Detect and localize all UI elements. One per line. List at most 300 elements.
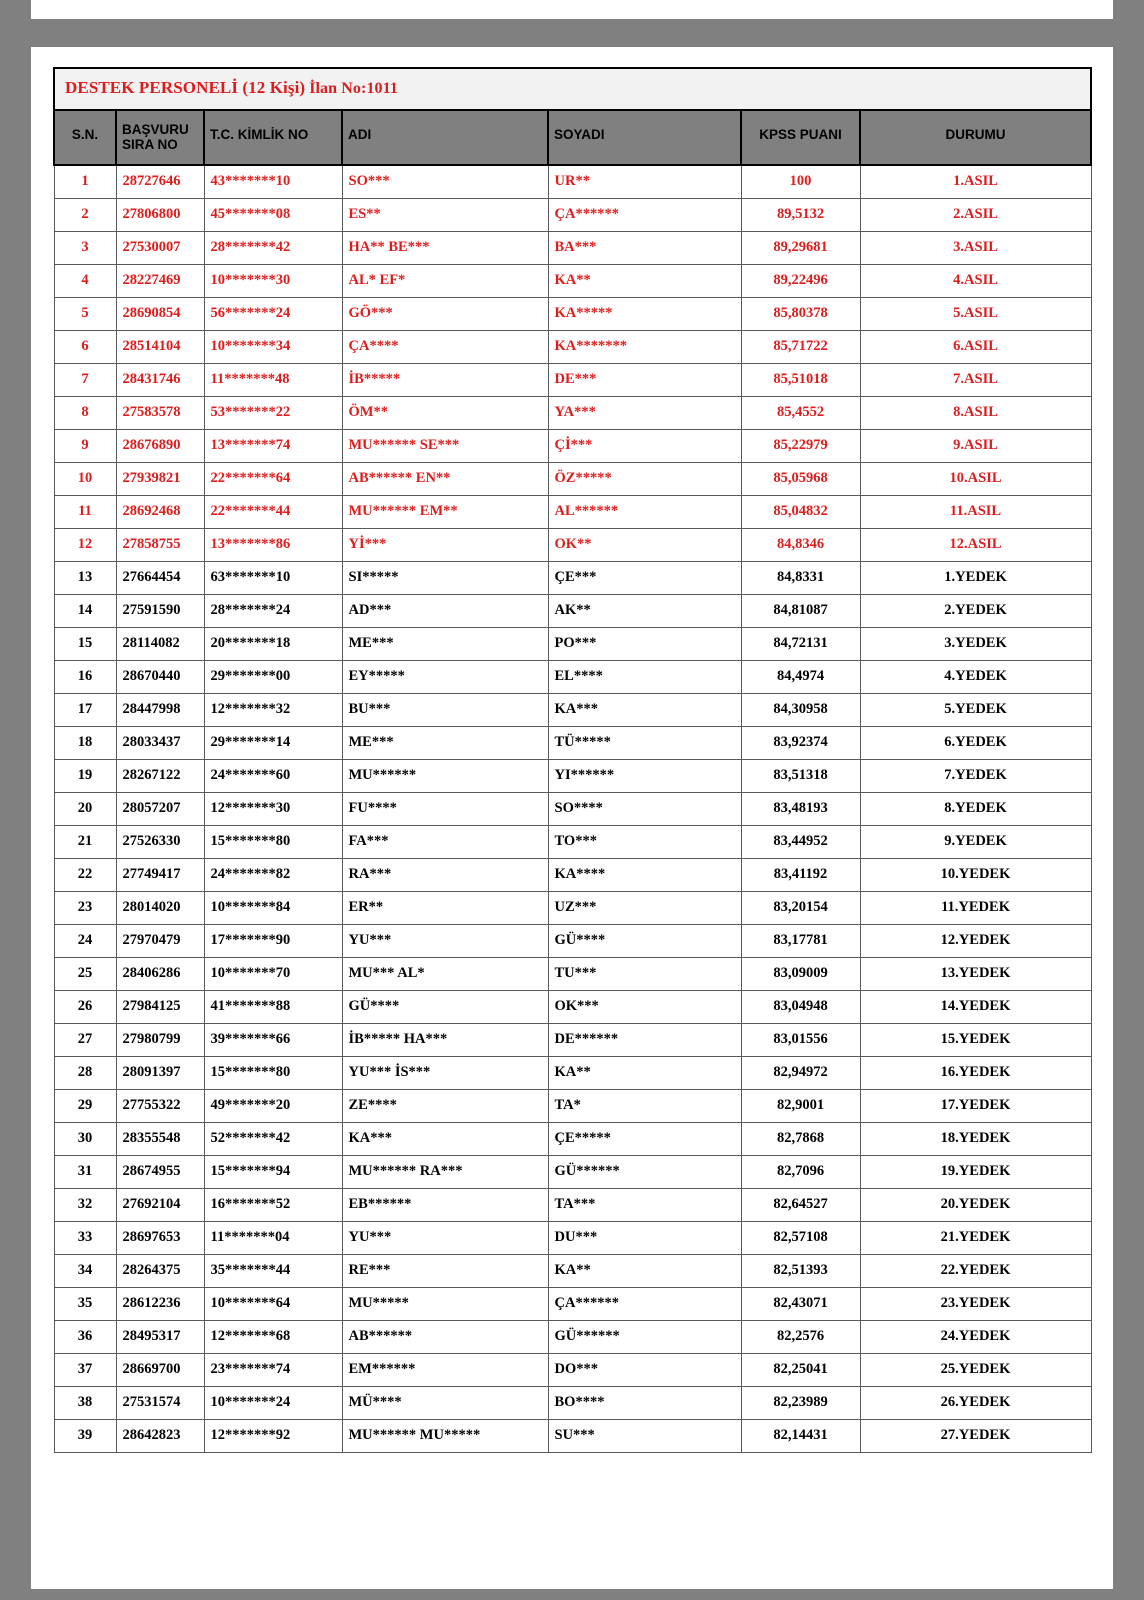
cell-basvuru: 27692104 [116,1188,204,1221]
cell-adi: MU***** [342,1287,548,1320]
cell-adi: ME*** [342,726,548,759]
cell-durumu: 7.YEDEK [860,759,1091,792]
cell-adi: MU****** [342,759,548,792]
cell-kpss: 84,8346 [741,528,860,561]
cell-kpss: 89,5132 [741,198,860,231]
cell-basvuru: 28674955 [116,1155,204,1188]
cell-adi: ME*** [342,627,548,660]
cell-adi: FU**** [342,792,548,825]
table-row [54,495,1091,528]
cell-adi: MÜ**** [342,1386,548,1419]
cell-durumu: 11.YEDEK [860,891,1091,924]
cell-soyadi: Çİ*** [548,429,741,462]
cell-adi: ES** [342,198,548,231]
cell-tc: 11*******48 [204,363,342,396]
cell-adi: ÖM** [342,396,548,429]
cell-adi: MU****** SE*** [342,429,548,462]
cell-soyadi: TÜ***** [548,726,741,759]
cell-kpss: 89,22496 [741,264,860,297]
cell-tc: 15*******94 [204,1155,342,1188]
cell-durumu: 16.YEDEK [860,1056,1091,1089]
cell-tc: 10*******84 [204,891,342,924]
cell-adi: SI***** [342,561,548,594]
cell-tc: 20*******18 [204,627,342,660]
table-row [54,297,1091,330]
cell-sn: 14 [54,594,116,627]
cell-sn: 22 [54,858,116,891]
table-body [54,165,1091,1453]
cell-kpss: 84,72131 [741,627,860,660]
results-table [53,67,1092,1453]
cell-sn: 30 [54,1122,116,1155]
cell-adi: İB***** HA*** [342,1023,548,1056]
table-row [54,726,1091,759]
cell-sn: 38 [54,1386,116,1419]
cell-sn: 11 [54,495,116,528]
cell-kpss: 84,4974 [741,660,860,693]
cell-durumu: 3.YEDEK [860,627,1091,660]
cell-basvuru: 28697653 [116,1221,204,1254]
cell-adi: HA** BE*** [342,231,548,264]
cell-tc: 52*******42 [204,1122,342,1155]
cell-adi: RE*** [342,1254,548,1287]
table-row [54,594,1091,627]
announcement-number: İlan No:1011 [309,80,398,97]
cell-adi: GÖ*** [342,297,548,330]
cell-soyadi: UZ*** [548,891,741,924]
cell-kpss: 82,43071 [741,1287,860,1320]
table-row [54,363,1091,396]
table-row [54,957,1091,990]
cell-basvuru: 28514104 [116,330,204,363]
cell-soyadi: KA*** [548,693,741,726]
page-title: DESTEK PERSONELİ (12 Kişi) [65,78,306,97]
cell-tc: 45*******08 [204,198,342,231]
cell-durumu: 4.ASIL [860,264,1091,297]
cell-kpss: 85,22979 [741,429,860,462]
cell-basvuru: 28355548 [116,1122,204,1155]
cell-tc: 12*******68 [204,1320,342,1353]
table-row [54,825,1091,858]
cell-adi: AD*** [342,594,548,627]
cell-soyadi: SU*** [548,1419,741,1452]
table-row [54,1254,1091,1287]
cell-adi: ER** [342,891,548,924]
cell-kpss: 84,81087 [741,594,860,627]
cell-durumu: 4.YEDEK [860,660,1091,693]
cell-basvuru: 28431746 [116,363,204,396]
table-row [54,1320,1091,1353]
cell-basvuru: 27664454 [116,561,204,594]
cell-tc: 13*******86 [204,528,342,561]
column-header-row [54,110,1091,165]
cell-kpss: 82,9001 [741,1089,860,1122]
cell-sn: 23 [54,891,116,924]
cell-basvuru: 28091397 [116,1056,204,1089]
table-row [54,924,1091,957]
cell-adi: MU****** MU***** [342,1419,548,1452]
cell-basvuru: 28114082 [116,627,204,660]
column-header-sn: S.N. [54,110,116,165]
cell-durumu: 8.YEDEK [860,792,1091,825]
table-row [54,990,1091,1023]
cell-kpss: 82,51393 [741,1254,860,1287]
table-row [54,1122,1091,1155]
cell-soyadi: TO*** [548,825,741,858]
cell-durumu: 8.ASIL [860,396,1091,429]
cell-durumu: 19.YEDEK [860,1155,1091,1188]
cell-sn: 20 [54,792,116,825]
cell-durumu: 5.YEDEK [860,693,1091,726]
cell-soyadi: DE*** [548,363,741,396]
cell-kpss: 82,2576 [741,1320,860,1353]
cell-basvuru: 27806800 [116,198,204,231]
cell-basvuru: 27526330 [116,825,204,858]
cell-soyadi: KA** [548,1056,741,1089]
cell-sn: 1 [54,165,116,199]
cell-sn: 4 [54,264,116,297]
cell-tc: 12*******32 [204,693,342,726]
document-page [31,47,1113,1589]
cell-soyadi: ÇE***** [548,1122,741,1155]
cell-tc: 12*******30 [204,792,342,825]
table-row [54,561,1091,594]
table-row [54,330,1091,363]
cell-tc: 10*******70 [204,957,342,990]
cell-kpss: 83,20154 [741,891,860,924]
cell-kpss: 83,44952 [741,825,860,858]
table-row [54,1353,1091,1386]
cell-adi: EB****** [342,1188,548,1221]
cell-durumu: 1.YEDEK [860,561,1091,594]
cell-durumu: 9.ASIL [860,429,1091,462]
table-row [54,693,1091,726]
cell-durumu: 26.YEDEK [860,1386,1091,1419]
cell-basvuru: 27530007 [116,231,204,264]
cell-soyadi: OK*** [548,990,741,1023]
cell-kpss: 84,30958 [741,693,860,726]
cell-soyadi: SO**** [548,792,741,825]
cell-basvuru: 28612236 [116,1287,204,1320]
cell-tc: 53*******22 [204,396,342,429]
cell-tc: 23*******74 [204,1353,342,1386]
column-header-basvuru [116,110,204,165]
cell-adi: ÇA**** [342,330,548,363]
table-row [54,1023,1091,1056]
cell-tc: 17*******90 [204,924,342,957]
cell-adi: GÜ**** [342,990,548,1023]
table-row [54,429,1091,462]
cell-sn: 32 [54,1188,116,1221]
table-row [54,528,1091,561]
cell-durumu: 7.ASIL [860,363,1091,396]
cell-durumu: 6.ASIL [860,330,1091,363]
column-header-basvuru-line2: SIRA NO [122,137,178,153]
cell-soyadi: DO*** [548,1353,741,1386]
cell-soyadi: KA** [548,1254,741,1287]
cell-tc: 22*******64 [204,462,342,495]
table-head [54,68,1091,165]
cell-basvuru: 28727646 [116,165,204,199]
table-row [54,396,1091,429]
cell-sn: 25 [54,957,116,990]
column-header-soyadi: SOYADI [548,110,741,165]
cell-durumu: 15.YEDEK [860,1023,1091,1056]
table-row [54,627,1091,660]
cell-basvuru: 27749417 [116,858,204,891]
cell-soyadi: ÇE*** [548,561,741,594]
table-row [54,1287,1091,1320]
cell-basvuru: 28264375 [116,1254,204,1287]
cell-sn: 33 [54,1221,116,1254]
cell-adi: FA*** [342,825,548,858]
column-header-durumu: DURUMU [860,110,1091,165]
cell-soyadi: TA*** [548,1188,741,1221]
cell-kpss: 82,57108 [741,1221,860,1254]
cell-basvuru: 28670440 [116,660,204,693]
cell-basvuru: 28267122 [116,759,204,792]
table-row [54,264,1091,297]
cell-tc: 39*******66 [204,1023,342,1056]
cell-tc: 10*******24 [204,1386,342,1419]
cell-soyadi: GÜ**** [548,924,741,957]
cell-adi: AL* EF* [342,264,548,297]
cell-durumu: 6.YEDEK [860,726,1091,759]
results-table-container [53,67,1090,1453]
cell-tc: 13*******74 [204,429,342,462]
cell-basvuru: 28495317 [116,1320,204,1353]
cell-sn: 37 [54,1353,116,1386]
cell-durumu: 22.YEDEK [860,1254,1091,1287]
cell-kpss: 89,29681 [741,231,860,264]
cell-durumu: 27.YEDEK [860,1419,1091,1452]
table-row [54,660,1091,693]
cell-sn: 9 [54,429,116,462]
table-row [54,1386,1091,1419]
cell-adi: KA*** [342,1122,548,1155]
cell-basvuru: 27755322 [116,1089,204,1122]
cell-basvuru: 28447998 [116,693,204,726]
cell-basvuru: 27591590 [116,594,204,627]
cell-basvuru: 28406286 [116,957,204,990]
cell-adi: YU*** [342,924,548,957]
cell-sn: 35 [54,1287,116,1320]
cell-tc: 24*******60 [204,759,342,792]
cell-adi: EY***** [342,660,548,693]
cell-tc: 11*******04 [204,1221,342,1254]
cell-durumu: 12.ASIL [860,528,1091,561]
cell-sn: 21 [54,825,116,858]
cell-sn: 18 [54,726,116,759]
cell-soyadi: KA** [548,264,741,297]
cell-sn: 34 [54,1254,116,1287]
cell-adi: BU*** [342,693,548,726]
cell-soyadi: ÇA****** [548,198,741,231]
cell-kpss: 82,25041 [741,1353,860,1386]
cell-tc: 10*******64 [204,1287,342,1320]
cell-tc: 56*******24 [204,297,342,330]
cell-soyadi: YA*** [548,396,741,429]
cell-soyadi: ÖZ***** [548,462,741,495]
cell-soyadi: TU*** [548,957,741,990]
cell-basvuru: 27858755 [116,528,204,561]
cell-durumu: 2.YEDEK [860,594,1091,627]
cell-kpss: 83,01556 [741,1023,860,1056]
cell-adi: ZE**** [342,1089,548,1122]
cell-sn: 27 [54,1023,116,1056]
title-row [54,68,1091,110]
column-header-adi: ADI [342,110,548,165]
cell-tc: 15*******80 [204,825,342,858]
cell-kpss: 83,92374 [741,726,860,759]
cell-sn: 16 [54,660,116,693]
cell-adi: SO*** [342,165,548,199]
cell-sn: 10 [54,462,116,495]
cell-soyadi: PO*** [548,627,741,660]
cell-sn: 12 [54,528,116,561]
document-title-cell [54,68,1091,110]
cell-sn: 6 [54,330,116,363]
cell-kpss: 85,04832 [741,495,860,528]
cell-tc: 15*******80 [204,1056,342,1089]
cell-durumu: 10.YEDEK [860,858,1091,891]
cell-soyadi: YI****** [548,759,741,792]
cell-kpss: 83,41192 [741,858,860,891]
cell-basvuru: 28690854 [116,297,204,330]
cell-soyadi: KA***** [548,297,741,330]
cell-basvuru: 27583578 [116,396,204,429]
cell-adi: İB***** [342,363,548,396]
cell-kpss: 85,80378 [741,297,860,330]
cell-tc: 29*******00 [204,660,342,693]
table-row [54,858,1091,891]
table-row [54,891,1091,924]
cell-basvuru: 28014020 [116,891,204,924]
cell-tc: 41*******88 [204,990,342,1023]
cell-durumu: 13.YEDEK [860,957,1091,990]
cell-soyadi: TA* [548,1089,741,1122]
cell-adi: MU****** EM** [342,495,548,528]
column-header-basvuru-line1: BAŞVURU [122,122,189,138]
table-row [54,759,1091,792]
cell-basvuru: 28642823 [116,1419,204,1452]
cell-durumu: 21.YEDEK [860,1221,1091,1254]
cell-soyadi: KA******* [548,330,741,363]
cell-kpss: 82,23989 [741,1386,860,1419]
cell-sn: 39 [54,1419,116,1452]
cell-tc: 10*******30 [204,264,342,297]
cell-durumu: 9.YEDEK [860,825,1091,858]
cell-basvuru: 27939821 [116,462,204,495]
cell-tc: 16*******52 [204,1188,342,1221]
cell-tc: 24*******82 [204,858,342,891]
cell-kpss: 83,04948 [741,990,860,1023]
cell-durumu: 12.YEDEK [860,924,1091,957]
cell-sn: 8 [54,396,116,429]
cell-durumu: 3.ASIL [860,231,1091,264]
cell-adi: EM****** [342,1353,548,1386]
cell-durumu: 24.YEDEK [860,1320,1091,1353]
cell-sn: 19 [54,759,116,792]
cell-sn: 36 [54,1320,116,1353]
column-header-kpss: KPSS PUANI [741,110,860,165]
cell-kpss: 85,51018 [741,363,860,396]
cell-adi: AB****** [342,1320,548,1353]
cell-soyadi: UR** [548,165,741,199]
cell-sn: 28 [54,1056,116,1089]
table-row [54,165,1091,199]
cell-tc: 12*******92 [204,1419,342,1452]
cell-basvuru: 28033437 [116,726,204,759]
cell-sn: 13 [54,561,116,594]
cell-tc: 49*******20 [204,1089,342,1122]
cell-soyadi: OK** [548,528,741,561]
cell-soyadi: DU*** [548,1221,741,1254]
cell-kpss: 85,71722 [741,330,860,363]
table-row [54,462,1091,495]
previous-page-sliver [31,0,1113,19]
cell-kpss: 84,8331 [741,561,860,594]
cell-durumu: 20.YEDEK [860,1188,1091,1221]
table-row [54,1155,1091,1188]
cell-basvuru: 28676890 [116,429,204,462]
cell-tc: 28*******42 [204,231,342,264]
cell-kpss: 83,17781 [741,924,860,957]
cell-kpss: 82,94972 [741,1056,860,1089]
cell-durumu: 17.YEDEK [860,1089,1091,1122]
cell-basvuru: 27984125 [116,990,204,1023]
table-row [54,1188,1091,1221]
cell-tc: 10*******34 [204,330,342,363]
cell-basvuru: 28057207 [116,792,204,825]
cell-basvuru: 28692468 [116,495,204,528]
cell-sn: 15 [54,627,116,660]
cell-tc: 63*******10 [204,561,342,594]
cell-durumu: 25.YEDEK [860,1353,1091,1386]
cell-soyadi: GÜ****** [548,1155,741,1188]
cell-basvuru: 27531574 [116,1386,204,1419]
table-row [54,198,1091,231]
cell-tc: 35*******44 [204,1254,342,1287]
cell-soyadi: EL**** [548,660,741,693]
cell-sn: 26 [54,990,116,1023]
cell-kpss: 82,64527 [741,1188,860,1221]
table-row [54,1056,1091,1089]
cell-soyadi: BO**** [548,1386,741,1419]
cell-durumu: 23.YEDEK [860,1287,1091,1320]
cell-durumu: 10.ASIL [860,462,1091,495]
cell-sn: 31 [54,1155,116,1188]
cell-tc: 28*******24 [204,594,342,627]
cell-tc: 29*******14 [204,726,342,759]
cell-sn: 7 [54,363,116,396]
cell-durumu: 11.ASIL [860,495,1091,528]
cell-kpss: 100 [741,165,860,199]
cell-basvuru: 27970479 [116,924,204,957]
cell-durumu: 1.ASIL [860,165,1091,199]
cell-kpss: 83,09009 [741,957,860,990]
cell-adi: MU*** AL* [342,957,548,990]
cell-sn: 5 [54,297,116,330]
cell-tc: 22*******44 [204,495,342,528]
cell-kpss: 85,05968 [741,462,860,495]
cell-soyadi: AL****** [548,495,741,528]
cell-basvuru: 28669700 [116,1353,204,1386]
cell-durumu: 18.YEDEK [860,1122,1091,1155]
cell-durumu: 2.ASIL [860,198,1091,231]
cell-kpss: 82,7096 [741,1155,860,1188]
cell-soyadi: KA**** [548,858,741,891]
